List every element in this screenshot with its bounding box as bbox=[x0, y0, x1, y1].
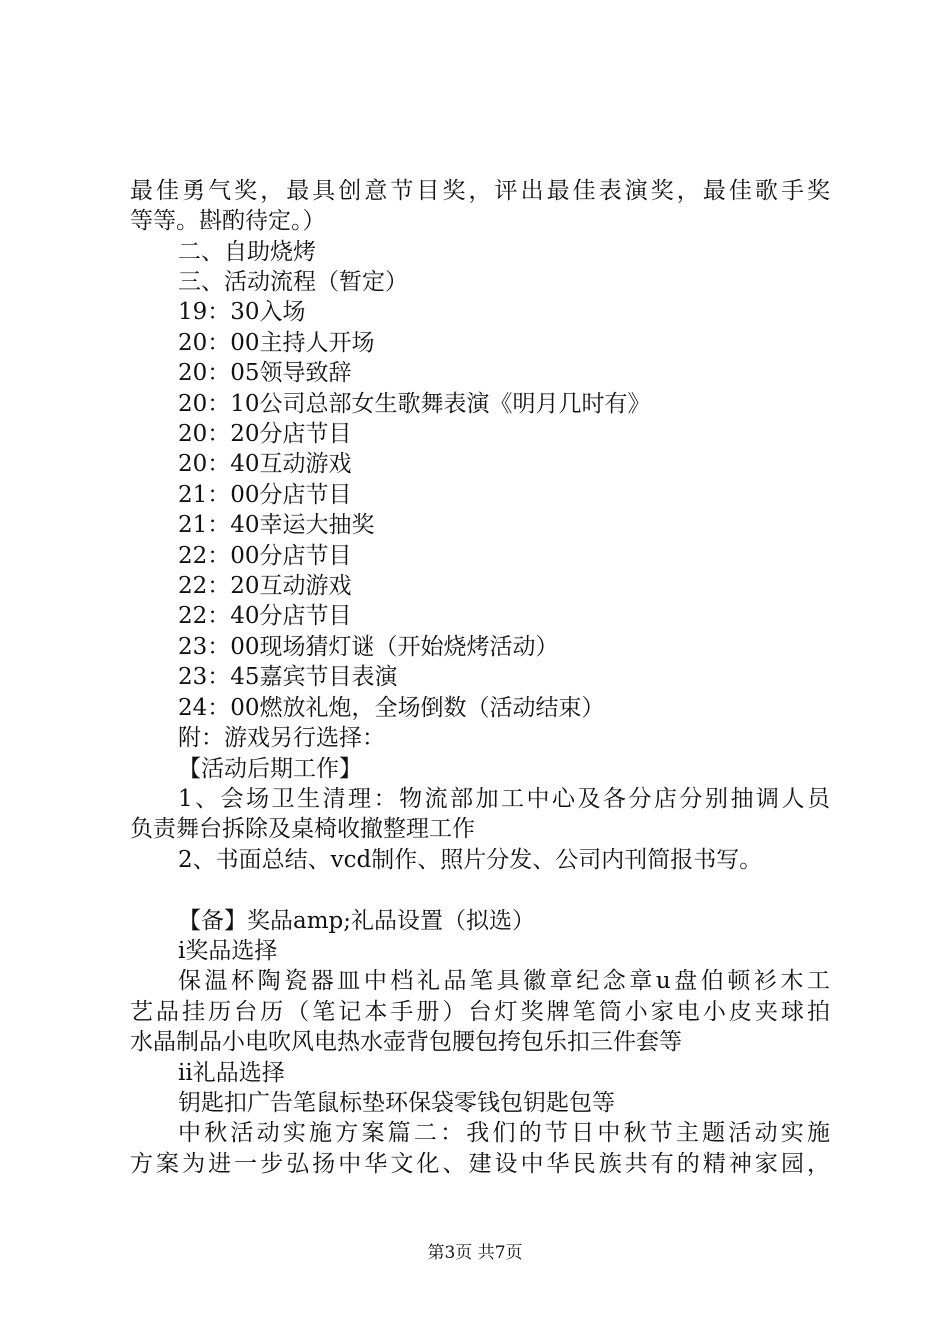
schedule-item: 19：30入场 bbox=[178, 299, 306, 325]
paragraph-line: 1、会场卫生清理：物流部加工中心及各分店分别抽调人员 bbox=[178, 786, 830, 812]
schedule-item: 23：45嘉宾节目表演 bbox=[178, 664, 398, 690]
schedule-item: 21：40幸运大抽奖 bbox=[178, 512, 375, 538]
schedule-item: 22：20互动游戏 bbox=[178, 573, 352, 599]
section-heading: 【备】奖品amp;礼品设置（拟选） bbox=[178, 908, 535, 934]
section-heading: 三、活动流程（暂定） bbox=[178, 269, 408, 295]
paragraph-line: 等等。斟酌待定。） bbox=[130, 208, 326, 234]
schedule-item: 20：00主持人开场 bbox=[178, 330, 375, 356]
paragraph-line: 保温杯陶瓷器皿中档礼品笔具徽章纪念章u盘伯顿衫木工 bbox=[178, 968, 830, 994]
schedule-item: 20：20分店节目 bbox=[178, 421, 352, 447]
schedule-item: 20：10公司总部女生歌舞表演《明月几时有》 bbox=[178, 391, 651, 417]
paragraph-line: 负责舞台拆除及桌椅收撤整理工作 bbox=[130, 816, 475, 842]
section-heading: 二、自助烧烤 bbox=[178, 239, 316, 265]
paragraph-line: 最佳勇气奖，最具创意节目奖，评出最佳表演奖，最佳歌手奖 bbox=[130, 178, 830, 204]
schedule-item: 23：00现场猜灯谜（开始烧烤活动） bbox=[178, 634, 559, 660]
paragraph-line: 艺品挂历台历（笔记本手册）台灯奖牌笔筒小家电小皮夹球拍 bbox=[130, 999, 830, 1025]
page-number-footer: 第3页 共7页 bbox=[427, 1243, 523, 1263]
paragraph-line: 水晶制品小电吹风电热水壶背包腰包挎包乐扣三件套等 bbox=[130, 1029, 682, 1055]
paragraph-line: 2、书面总结、vcd制作、照片分发、公司内刊简报书写。 bbox=[178, 847, 763, 873]
schedule-item: 20：40互动游戏 bbox=[178, 451, 352, 477]
paragraph-line: 方案为进一步弘扬中华文化、建设中华民族共有的精神家园， bbox=[130, 1151, 830, 1177]
note-line: 附：游戏另行选择： bbox=[178, 725, 385, 751]
schedule-item: 22：00分店节目 bbox=[178, 543, 352, 569]
schedule-item: 24：00燃放礼炮，全场倒数（活动结束） bbox=[178, 695, 605, 721]
subheading: i奖品选择 bbox=[178, 938, 278, 964]
section-heading: 【活动后期工作】 bbox=[178, 756, 362, 782]
schedule-item: 20：05领导致辞 bbox=[178, 360, 352, 386]
schedule-item: 21：00分店节目 bbox=[178, 482, 352, 508]
subheading: ii礼品选择 bbox=[178, 1060, 285, 1086]
schedule-item: 22：40分店节目 bbox=[178, 603, 352, 629]
paragraph-line: 钥匙扣广告笔鼠标垫环保袋零钱包钥匙包等 bbox=[178, 1090, 615, 1116]
paragraph-line: 中秋活动实施方案篇二：我们的节日中秋节主题活动实施 bbox=[178, 1120, 830, 1146]
